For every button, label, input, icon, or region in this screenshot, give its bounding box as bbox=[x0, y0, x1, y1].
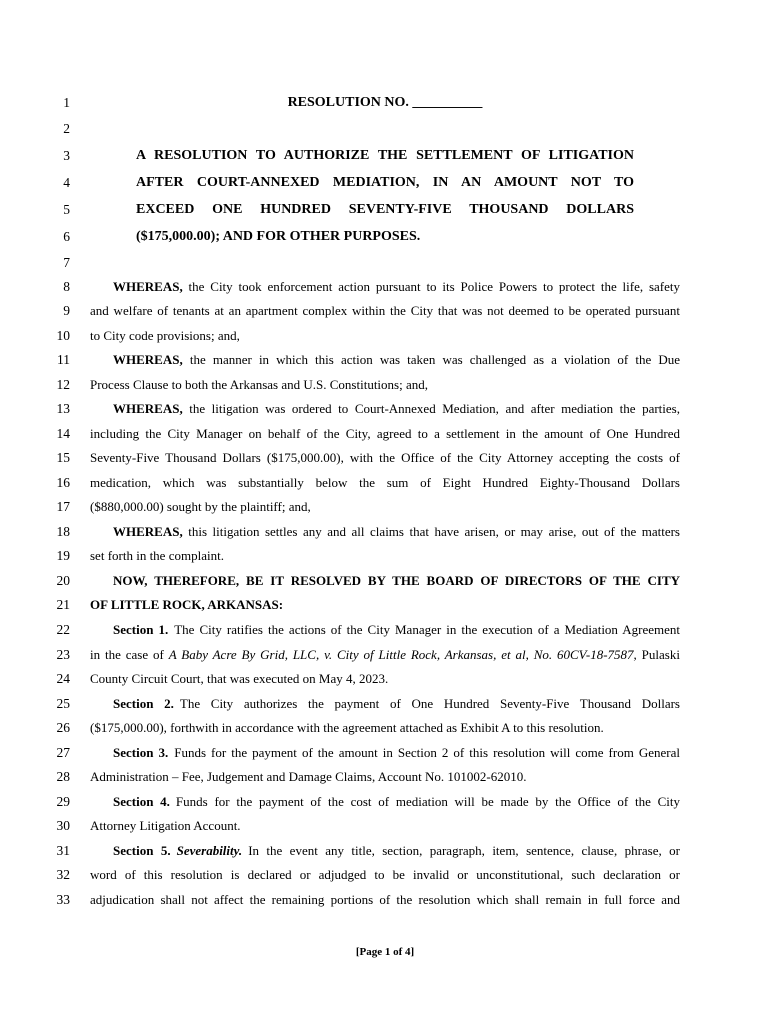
whereas-2-line: Process Clause to both the Arkansas and U.S. Constitutions; and, bbox=[90, 377, 428, 392]
line-number: 22 bbox=[56, 622, 70, 637]
line-number: 18 bbox=[56, 524, 70, 539]
line-number: 20 bbox=[56, 573, 70, 588]
line-number: 15 bbox=[56, 450, 70, 465]
line-number: 23 bbox=[56, 647, 70, 662]
line-number: 4 bbox=[63, 175, 70, 190]
line-number: 28 bbox=[56, 769, 70, 784]
whereas-1-line: and welfare of tenants at an apartment complex within the City that was not deemed to be operated pursuant bbox=[90, 303, 680, 318]
resolution-title: RESOLUTION NO. __________ bbox=[287, 95, 483, 110]
line-number: 21 bbox=[56, 597, 70, 612]
section-3-line: Section 3. Funds for the payment of the amount in Section 2 of this resolution will come from General bbox=[113, 745, 680, 760]
line-number: 9 bbox=[63, 303, 70, 318]
section-2-line: ($175,000.00), forthwith in accordance with the agreement attached as Exhibit A to this resolution. bbox=[90, 720, 604, 735]
resolved-clause: NOW, THEREFORE, BE IT RESOLVED BY THE BOARD OF DIRECTORS OF THE CITY bbox=[113, 573, 680, 588]
section-2-line: Section 2. The City authorizes the payment of One Hundred Seventy-Five Thousand Dollars bbox=[113, 696, 680, 711]
whereas-3-line: WHEREAS, the litigation was ordered to Court-Annexed Mediation, and after mediation the parties, bbox=[113, 401, 680, 416]
line-number: 19 bbox=[56, 548, 70, 563]
section-3-line: Administration – Fee, Judgement and Damage Claims, Account No. 101002-62010. bbox=[90, 769, 527, 784]
line-number: 31 bbox=[56, 843, 70, 858]
section-3-label: Section 3. bbox=[113, 745, 169, 760]
line-number: 30 bbox=[56, 818, 70, 833]
line-number: 24 bbox=[56, 671, 70, 686]
line-number: 1 bbox=[63, 95, 70, 110]
line-number: 3 bbox=[63, 148, 70, 163]
line-number: 5 bbox=[63, 202, 70, 217]
whereas-3-line: ($880,000.00) sought by the plaintiff; and, bbox=[90, 499, 311, 514]
section-1-line: Section 1. The City ratifies the actions of the City Manager in the execution of a Mediation Agreement bbox=[113, 622, 680, 637]
whereas-label: WHEREAS, bbox=[113, 524, 183, 539]
line-number: 10 bbox=[56, 328, 70, 343]
line-number: 16 bbox=[56, 475, 70, 490]
line-number: 2 bbox=[63, 121, 70, 136]
section-1-label: Section 1. bbox=[113, 622, 169, 637]
section-4-line: Section 4. Funds for the payment of the cost of mediation will be made by the Office of the City bbox=[113, 794, 680, 809]
line-number: 26 bbox=[56, 720, 70, 735]
whereas-3-line: including the City Manager on behalf of the City, agreed to a settlement in the amount of One Hundred bbox=[90, 426, 680, 441]
whereas-4-line: set forth in the complaint. bbox=[90, 548, 224, 563]
whereas-label: WHEREAS, bbox=[113, 401, 183, 416]
section-5-label: Section 5. bbox=[113, 843, 171, 858]
resolved-clause: OF LITTLE ROCK, ARKANSAS: bbox=[90, 597, 284, 612]
whereas-1-line: WHEREAS, the City took enforcement action pursuant to its Police Powers to protect the life, safety bbox=[113, 279, 680, 294]
line-number: 12 bbox=[56, 377, 70, 392]
line-number: 7 bbox=[63, 255, 70, 270]
whereas-3-line: medication, which was substantially below the sum of Eight Hundred Eighty-Thousand Dollars bbox=[90, 475, 680, 490]
section-1-line: in the case of A Baby Acre By Grid, LLC, v. City of Little Rock, Arkansas, et al, No. 60CV-18-7587, Pulaski bbox=[90, 647, 680, 662]
section-4-label: Section 4. bbox=[113, 794, 170, 809]
case-name: A Baby Acre By Grid, LLC, v. City of Little Rock, Arkansas, et al, No. 60CV-18-7587, bbox=[168, 647, 637, 662]
section-1-line: County Circuit Court, that was executed on May 4, 2023. bbox=[90, 671, 389, 686]
whereas-4-line: WHEREAS, this litigation settles any and all claims that have arisen, or may arise, out of the matters bbox=[113, 524, 680, 539]
severability-heading: Severability. bbox=[176, 843, 243, 858]
line-number: 11 bbox=[57, 352, 70, 367]
caption-line: AFTER COURT-ANNEXED MEDIATION, IN AN AMOUNT NOT TO bbox=[136, 175, 634, 190]
section-5-line: word of this resolution is declared or adjudged to be invalid or unconstitutional, such declaration or bbox=[90, 867, 680, 882]
line-number: 8 bbox=[63, 279, 70, 294]
whereas-label: WHEREAS, bbox=[113, 352, 183, 367]
line-number: 29 bbox=[56, 794, 70, 809]
section-4-line: Attorney Litigation Account. bbox=[90, 818, 241, 833]
line-number: 25 bbox=[56, 696, 70, 711]
caption-line: EXCEED ONE HUNDRED SEVENTY-FIVE THOUSAND DOLLARS bbox=[136, 202, 634, 217]
line-number: 32 bbox=[56, 867, 70, 882]
line-number: 6 bbox=[63, 229, 70, 244]
page-footer: [Page 1 of 4] bbox=[355, 946, 415, 958]
whereas-2-line: WHEREAS, the manner in which this action was taken was challenged as a violation of the Due bbox=[113, 352, 680, 367]
whereas-3-line: Seventy-Five Thousand Dollars ($175,000.00), with the Office of the City Attorney accepting the costs of bbox=[90, 450, 680, 465]
line-number: 14 bbox=[56, 426, 70, 441]
section-5-line: Section 5. Severability. In the event any title, section, paragraph, item, sentence, clause, phrase, or bbox=[113, 843, 680, 858]
whereas-label: WHEREAS, bbox=[113, 279, 183, 294]
line-number: 13 bbox=[56, 401, 70, 416]
line-number: 33 bbox=[56, 892, 70, 907]
whereas-1-line: to City code provisions; and, bbox=[90, 328, 240, 343]
caption-line: ($175,000.00); AND FOR OTHER PURPOSES. bbox=[136, 229, 421, 244]
line-number: 27 bbox=[56, 745, 70, 760]
section-2-label: Section 2. bbox=[113, 696, 174, 711]
section-5-line: adjudication shall not affect the remaining portions of the resolution which shall remain in full force and bbox=[90, 892, 680, 907]
line-number: 17 bbox=[56, 499, 70, 514]
caption-line: A RESOLUTION TO AUTHORIZE THE SETTLEMENT OF LITIGATION bbox=[136, 148, 634, 163]
